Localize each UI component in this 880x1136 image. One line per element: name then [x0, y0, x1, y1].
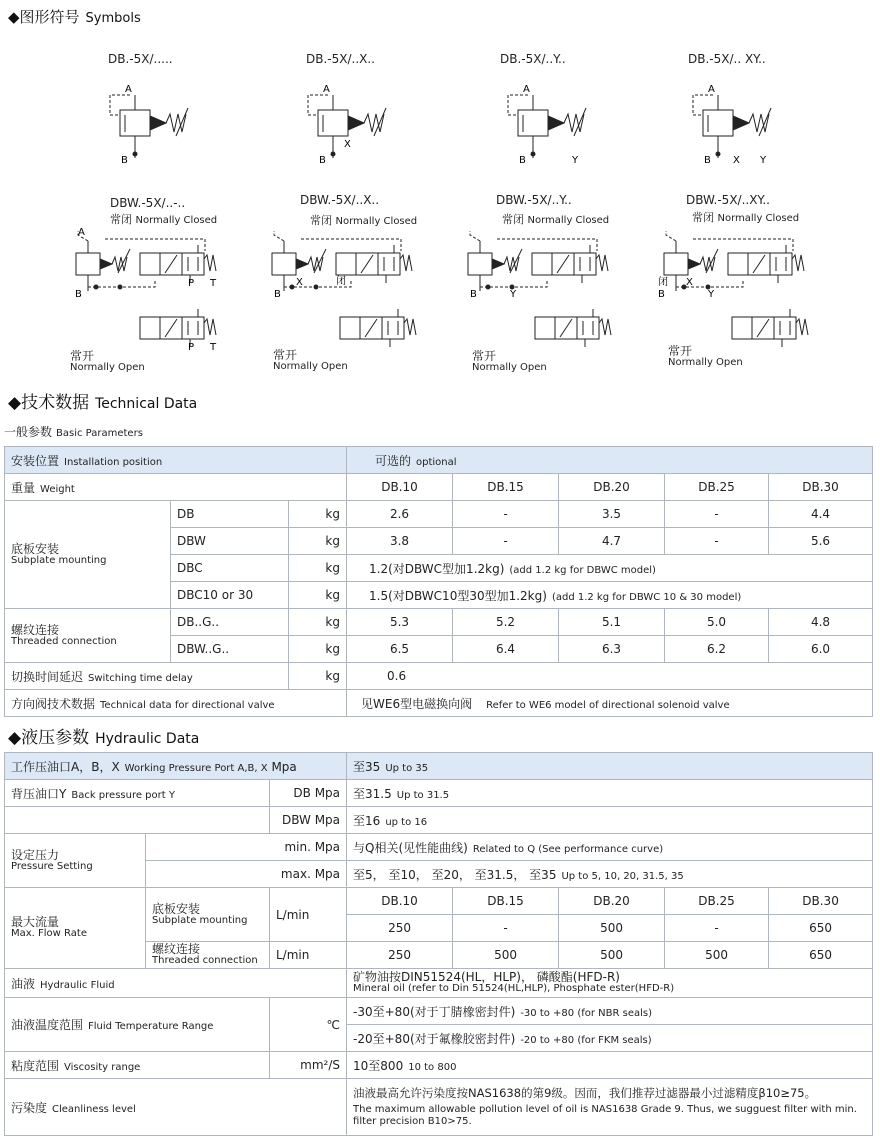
value-cell: -: [665, 501, 769, 528]
port-x: X: [686, 277, 693, 288]
unit-cell: mm²/S: [270, 1052, 347, 1079]
temp-cell: 油液温度范围 Fluid Temperature Range: [5, 998, 270, 1052]
table-row: [5, 501, 873, 528]
tech-title-en: Technical Data: [95, 396, 198, 412]
ps-cell: 设定压力 Pressure Setting: [5, 834, 146, 888]
size-header: DB.15: [453, 888, 559, 915]
spring-icon: [166, 114, 186, 132]
model-cell: DBC: [171, 555, 289, 582]
table-row: [5, 447, 873, 474]
table-row: [5, 690, 873, 717]
tech-title-cn: ◆技术数据: [8, 393, 90, 413]
value-cell: 500: [665, 942, 769, 969]
port-b: B: [470, 289, 477, 300]
value-cell: -: [453, 501, 559, 528]
value-cell: 6.5: [347, 636, 453, 663]
table-row: [5, 888, 873, 915]
table-row: [5, 753, 873, 780]
model-cell: DBW: [171, 528, 289, 555]
value-cell: 5.6: [769, 528, 873, 555]
bp-db-value: 至31.5 Up to 31.5: [347, 780, 873, 807]
wp-cell: 工作压油口A，B，X Working Pressure Port A,B, X Mpa: [5, 753, 347, 780]
value-cell: 650: [769, 915, 873, 942]
temp2-value: -20至+80(对于氟橡胶密封件) -20 to +80 (for FKM seals): [347, 1025, 873, 1052]
unit-cell: L/min: [270, 942, 347, 969]
no-label: 常开 Normally Open: [273, 348, 348, 372]
port-a: A: [78, 227, 85, 238]
value-cell: -: [665, 528, 769, 555]
pilot-arrow-icon: [150, 116, 166, 130]
bp-dbw-value: 至16 up to 16: [347, 807, 873, 834]
port-y: Y: [572, 155, 579, 166]
clean-cell: 污染度 Cleanliness level: [5, 1079, 347, 1136]
symbol-label: DB.-5X/.....: [108, 52, 173, 66]
value-cell: 4.4: [769, 501, 873, 528]
port-b: B: [658, 289, 665, 300]
size-header: DB.25: [665, 474, 769, 501]
hyd-table: [4, 752, 873, 1136]
flow-sub-cell: 底板安装 Subplate mounting: [146, 888, 270, 942]
value-cell: 4.7: [559, 528, 665, 555]
fluid-cell: 油液 Hydraulic Fluid: [5, 969, 347, 998]
unit-cell: DB Mpa: [270, 780, 347, 807]
value-cell: 5.1: [559, 609, 665, 636]
table-row: [5, 609, 873, 636]
hyd-title-cn: ◆液压参数: [8, 728, 90, 748]
relief-valve-symbols-row1: [0, 70, 880, 170]
basic-params-label: 一般参数 Basic Parameters: [4, 425, 143, 439]
unit-cell: min. Mpa: [146, 834, 347, 861]
unit-cell: kg: [289, 663, 347, 690]
unit-cell: kg: [289, 555, 347, 582]
ps-max-value: 至5， 至10， 至20， 至31.5， 至35 Up to 5, 10, 20, 31.5, 35: [347, 861, 873, 888]
value-cell: 6.3: [559, 636, 665, 663]
clean-value-cell: 油液最高允许污染度按NAS1638的第9级。因而，我们推荐过滤器最小过滤精度β10≥75。 The maximum allowable pollution level of oil is NAS1638 Grade 9. Thus, we sugguest filter with min. filter precision B10>75.: [347, 1079, 873, 1136]
table-row: [5, 834, 873, 861]
value-cell: 500: [453, 942, 559, 969]
hyd-heading: [8, 723, 199, 748]
port-t: T: [210, 342, 217, 353]
size-header: DB.20: [559, 888, 665, 915]
unit-cell: kg: [289, 609, 347, 636]
value-cell: 650: [769, 942, 873, 969]
unit-cell: kg: [289, 582, 347, 609]
value-cell: 3.5: [559, 501, 665, 528]
unit-cell: kg: [289, 636, 347, 663]
port-b: B: [704, 155, 711, 166]
symbol-label: DBW.-5X/..X..: [300, 193, 380, 207]
symbol-label: DB.-5X/..Y..: [500, 52, 566, 66]
port-p: P: [188, 278, 195, 289]
unit-cell: max. Mpa: [146, 861, 347, 888]
switch-cell: 切换时间延迟 Switching time delay: [5, 663, 289, 690]
port-a: A: [708, 84, 715, 95]
nc-label: 常闭 Normally Closed: [692, 211, 800, 224]
size-header: DB.30: [769, 888, 873, 915]
no-label: 常开 Normally Open: [668, 344, 743, 368]
visc-cell: 粘度范围 Viscosity range: [5, 1052, 270, 1079]
table-row: [5, 998, 873, 1025]
symbol-label: DBW.-5X/..Y..: [496, 193, 572, 207]
value-cell: 6.4: [453, 636, 559, 663]
table-row: [5, 1052, 873, 1079]
port-x: X: [344, 139, 351, 150]
symbols-title-en: Symbols: [85, 11, 141, 26]
value-cell: 5.0: [665, 609, 769, 636]
install-cell: 安装位置 Installation position: [5, 447, 347, 474]
hyd-title-en: Hydraulic Data: [95, 731, 200, 747]
table-row: [5, 807, 873, 834]
port-a: A: [323, 84, 330, 95]
table-row: [5, 969, 873, 998]
empty-cell: [5, 807, 270, 834]
visc-value: 10至800 10 to 800: [347, 1052, 873, 1079]
flow-cell: 最大流量 Max. Flow Rate: [5, 888, 146, 969]
port-a: A: [523, 84, 530, 95]
symbol-label: DB.-5X/.. XY..: [688, 52, 766, 66]
table-row: [5, 1079, 873, 1136]
value-cell: 250: [347, 915, 453, 942]
temp1-value: -30至+80(对于丁腈橡密封件) -30 to +80 (for NBR seals): [347, 998, 873, 1025]
weight-cell: 重量 Weight: [5, 474, 347, 501]
model-cell: DBW..G..: [171, 636, 289, 663]
model-cell: DB: [171, 501, 289, 528]
size-header: DB.10: [347, 888, 453, 915]
tech-table: [4, 446, 873, 717]
closed-mark: 闭: [336, 276, 346, 287]
table-row: [5, 474, 873, 501]
subplate-cell: 底板安装 Subplate mounting: [5, 501, 171, 609]
port-y: Y: [510, 289, 517, 300]
port-b: B: [121, 155, 128, 166]
solenoid-relief-symbols-row2: [0, 225, 880, 365]
dbc10-value-cell: 1.5(对DBWC10型30型加1.2kg) (add 1.2 kg for DBWC 10 & 30 model): [347, 582, 873, 609]
closed-mark: 闭: [658, 277, 668, 288]
symbols-title-cn: ◆图形符号: [8, 8, 80, 26]
table-row: [5, 663, 873, 690]
port-b: B: [274, 289, 281, 300]
dir-value-cell: 见WE6型电磁换向阀 Refer to WE6 model of directional solenoid valve: [347, 690, 873, 717]
size-header: DB.20: [559, 474, 665, 501]
dbc-value-cell: 1.2(对DBWC型加1.2kg) (add 1.2 kg for DBWC model): [347, 555, 873, 582]
wp-value-cell: 至35 Up to 35: [347, 753, 873, 780]
port-b: B: [519, 155, 526, 166]
nc-label: 常闭 Normally Closed: [310, 214, 418, 227]
port-y: Y: [708, 289, 715, 300]
size-header: DB.25: [665, 888, 769, 915]
tech-heading: [8, 388, 197, 413]
model-cell: DB..G..: [171, 609, 289, 636]
value-cell: 2.6: [347, 501, 453, 528]
size-header: DB.15: [453, 474, 559, 501]
threaded-cell: 螺纹连接 Threaded connection: [5, 609, 171, 663]
value-cell: 5.2: [453, 609, 559, 636]
value-cell: 4.8: [769, 609, 873, 636]
value-cell: -: [665, 915, 769, 942]
symbol-label: DBW.-5X/..XY..: [686, 193, 770, 207]
unit-cell: L/min: [270, 888, 347, 942]
flow-thr-cell: 螺纹连接 Threaded connection: [146, 942, 270, 969]
port-x: X: [296, 277, 303, 288]
unit-cell: kg: [289, 528, 347, 555]
model-cell: DBC10 or 30: [171, 582, 289, 609]
unit-cell: DBW Mpa: [270, 807, 347, 834]
value-cell: -: [453, 915, 559, 942]
ps-min-value: 与Q相关(见性能曲线) Related to Q (See performance curve): [347, 834, 873, 861]
size-header: DB.30: [769, 474, 873, 501]
nc-label: 常闭 Normally Closed: [110, 213, 218, 226]
symbol-label: DB.-5X/..X..: [306, 52, 375, 66]
size-header: DB.10: [347, 474, 453, 501]
value-cell: 500: [559, 915, 665, 942]
switch-value: 0.6: [347, 663, 873, 690]
port-b: B: [319, 155, 326, 166]
port-p: P: [188, 342, 195, 353]
port-x: X: [733, 155, 740, 166]
value-cell: 500: [559, 942, 665, 969]
value-cell: 3.8: [347, 528, 453, 555]
port-a: A: [125, 84, 132, 95]
dir-cell: 方向阀技术数据 Technical data for directional valve: [5, 690, 347, 717]
symbols-heading: [8, 6, 141, 27]
nc-label: 常闭 Normally Closed: [502, 213, 610, 226]
value-cell: 6.2: [665, 636, 769, 663]
fluid-value-cell: 矿物油按DIN51524(HL，HLP)， 磷酸酯(HFD-R) Mineral oil (refer to Din 51524(HL,HLP), Phosphate ester(HFD-R): [347, 969, 873, 998]
unit-cell: kg: [289, 501, 347, 528]
symbol-label: DBW.-5X/..-..: [110, 196, 186, 210]
port-t: T: [210, 278, 217, 289]
no-label: 常开 Normally Open: [472, 349, 547, 373]
bp-cell: 背压油口Y Back pressure port Y: [5, 780, 270, 807]
port-b: B: [75, 289, 82, 300]
table-row: [5, 780, 873, 807]
value-cell: 5.3: [347, 609, 453, 636]
no-label: 常开 Normally Open: [70, 349, 145, 373]
port-y: Y: [760, 155, 767, 166]
unit-cell: ℃: [270, 998, 347, 1052]
optional-cell: 可选的 optional: [347, 447, 873, 474]
value-cell: -: [453, 528, 559, 555]
value-cell: 6.0: [769, 636, 873, 663]
value-cell: 250: [347, 942, 453, 969]
